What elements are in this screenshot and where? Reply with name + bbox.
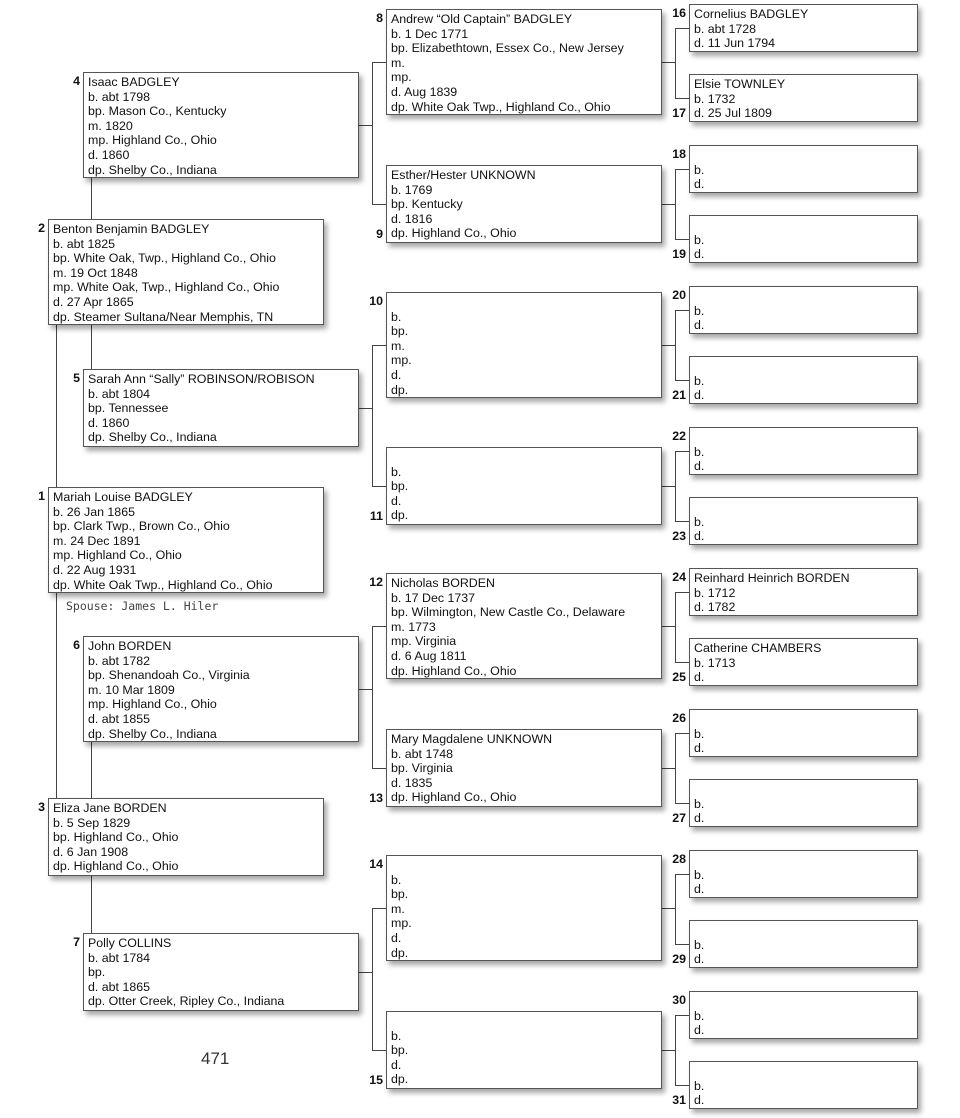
ahnentafel-number: 1 [38, 489, 45, 503]
connector-line [372, 345, 386, 346]
connector-line [372, 62, 373, 204]
person-detail: m. [391, 55, 405, 70]
person-detail: b. [694, 162, 705, 177]
person-name: Benton Benjamin BADGLEY [53, 222, 210, 236]
person-detail: dp. White Oak Twp., Highland Co., Ohio [391, 99, 611, 114]
person-detail: b. 5 Sep 1829 [53, 815, 131, 830]
person-detail: bp. Mason Co., Kentucky [88, 104, 227, 119]
person-box[interactable] [689, 850, 918, 898]
person-box[interactable] [48, 798, 324, 876]
person-detail: d. [694, 952, 705, 967]
person-detail: b. [694, 796, 705, 811]
person-detail: b. [694, 232, 705, 247]
person-detail: d. 6 Jan 1908 [53, 844, 129, 859]
person-name [694, 712, 917, 727]
connector-line [675, 169, 676, 239]
person-box[interactable] [386, 855, 662, 961]
connector-line [662, 908, 675, 909]
person-detail: dp. [391, 945, 409, 960]
person-detail: b. [694, 937, 705, 952]
person-box[interactable] [48, 219, 324, 325]
person-box[interactable] [689, 286, 918, 334]
ahnentafel-number: 7 [73, 935, 80, 949]
person-detail: bp. Kentucky [391, 197, 463, 212]
person-detail: d. [694, 247, 705, 262]
person-detail: dp. Highland Co., Ohio [391, 663, 517, 678]
connector-line [662, 626, 675, 627]
person-box[interactable] [83, 933, 359, 1011]
connector-line [91, 178, 92, 219]
ahnentafel-number: 31 [672, 1093, 686, 1107]
connector-line [675, 169, 689, 170]
person-detail: d. [694, 882, 705, 897]
person-detail: b. 17 Dec 1737 [391, 590, 476, 605]
ahnentafel-number: 28 [672, 852, 686, 866]
person-detail: dp. Steamer Sultana/Near Memphis, TN [53, 309, 274, 324]
person-detail: d. Aug 1839 [391, 84, 458, 99]
person-detail: d. [694, 1093, 705, 1108]
person-name: Eliza Jane BORDEN [53, 801, 167, 815]
person-name [694, 218, 917, 233]
person-detail: dp. Shelby Co., Indiana [88, 430, 217, 445]
connector-line [675, 733, 689, 734]
person-name: Cornelius BADGLEY [694, 7, 809, 21]
person-detail: b. [391, 872, 402, 887]
connector-line [675, 1085, 689, 1086]
connector-line [675, 592, 689, 593]
person-name [694, 359, 917, 374]
person-detail: d. abt 1865 [88, 979, 151, 994]
person-detail: mp. [391, 353, 412, 368]
connector-line [675, 662, 689, 663]
ahnentafel-number: 4 [73, 74, 80, 88]
person-name: Nicholas BORDEN [391, 576, 495, 590]
ahnentafel-number: 6 [73, 638, 80, 652]
connector-line [675, 451, 676, 521]
person-detail: bp. White Oak, Twp., Highland Co., Ohio [53, 251, 276, 266]
connector-line [675, 733, 676, 803]
person-box[interactable] [689, 4, 918, 52]
connector-line [359, 125, 372, 126]
person-detail: b. 1713 [694, 655, 736, 670]
connector-line [372, 908, 386, 909]
person-box[interactable] [386, 573, 662, 679]
person-box[interactable] [689, 779, 918, 827]
person-box[interactable] [48, 487, 324, 593]
person-detail: b. [694, 444, 705, 459]
ahnentafel-number: 24 [672, 570, 686, 584]
person-detail: bp. [88, 965, 106, 980]
connector-line [91, 742, 92, 798]
person-detail: bp. [391, 887, 409, 902]
person-box[interactable] [83, 636, 359, 742]
person-detail: bp. Wilmington, New Castle Co., Delaware [391, 605, 626, 620]
connector-line [372, 908, 373, 1050]
person-detail: bp. Clark Twp., Brown Co., Ohio [53, 519, 230, 534]
person-detail: bp. Elizabethtown, Essex Co., New Jersey [391, 41, 624, 56]
person-name: Sarah Ann “Sally” ROBINSON/ROBISON [88, 372, 315, 386]
person-detail: d. 27 Apr 1865 [53, 294, 134, 309]
person-box[interactable] [386, 729, 662, 807]
person-box[interactable] [689, 215, 918, 263]
person-detail: b. [694, 514, 705, 529]
person-detail: b. 1732 [694, 91, 736, 106]
ahnentafel-number: 22 [672, 429, 686, 443]
person-detail: m. 10 Mar 1809 [88, 682, 175, 697]
connector-line [372, 768, 386, 769]
connector-line [675, 451, 689, 452]
connector-line [91, 325, 92, 369]
person-detail: mp. White Oak, Twp., Highland Co., Ohio [53, 280, 280, 295]
person-box[interactable] [386, 9, 662, 115]
person-box[interactable] [689, 427, 918, 475]
ahnentafel-number: 23 [672, 529, 686, 543]
connector-line [359, 972, 372, 973]
person-detail: d. 1860 [88, 415, 130, 430]
connector-line [675, 380, 689, 381]
person-detail: b. 26 Jan 1865 [53, 504, 135, 519]
person-name: Mary Magdalene UNKNOWN [391, 732, 553, 746]
person-detail: b. abt 1798 [88, 89, 151, 104]
person-box[interactable] [689, 356, 918, 404]
person-name [694, 500, 917, 515]
person-detail: d. [694, 177, 705, 192]
person-box[interactable] [689, 709, 918, 757]
person-detail: d. [694, 741, 705, 756]
person-detail: dp. Highland Co., Ohio [391, 226, 517, 241]
ahnentafel-number: 21 [672, 388, 686, 402]
person-detail: d. 25 Jul 1809 [694, 106, 772, 121]
person-detail: mp. Highland Co., Ohio [88, 697, 217, 712]
person-name [694, 430, 917, 445]
connector-line [359, 689, 372, 690]
connector-line [372, 204, 386, 205]
ahnentafel-number: 26 [672, 711, 686, 725]
person-name [694, 1064, 917, 1079]
ahnentafel-number: 19 [672, 247, 686, 261]
person-detail: bp. Highland Co., Ohio [53, 830, 179, 845]
person-detail: d. [694, 459, 705, 474]
person-name [391, 450, 661, 465]
person-box[interactable] [689, 920, 918, 968]
ahnentafel-number: 30 [672, 993, 686, 1007]
person-box[interactable] [689, 568, 918, 616]
person-box[interactable] [83, 369, 359, 447]
person-name: Andrew “Old Captain” BADGLEY [391, 12, 573, 26]
person-detail: b. [694, 1078, 705, 1093]
person-detail: mp. Highland Co., Ohio [53, 548, 182, 563]
person-detail: dp. Otter Creek, Ripley Co., Indiana [88, 994, 285, 1009]
person-detail: m. 1773 [391, 619, 436, 634]
ahnentafel-number: 29 [672, 952, 686, 966]
person-detail: b. [391, 464, 402, 479]
person-name: Reinhard Heinrich BORDEN [694, 571, 850, 585]
person-detail: d. [694, 318, 705, 333]
person-detail: d. [694, 529, 705, 544]
person-detail: m. 24 Dec 1891 [53, 533, 141, 548]
person-detail: m. 1820 [88, 118, 133, 133]
connector-line [372, 486, 386, 487]
connector-line [372, 626, 386, 627]
connector-line [675, 1015, 689, 1016]
person-detail: mp. Highland Co., Ohio [88, 133, 217, 148]
person-detail: dp. [391, 382, 409, 397]
person-detail: dp. Highland Co., Ohio [391, 790, 517, 805]
person-detail: d. abt 1855 [88, 711, 151, 726]
connector-line [675, 521, 689, 522]
connector-line [675, 98, 689, 99]
connector-line [56, 593, 57, 798]
connector-line [675, 28, 676, 98]
person-box[interactable] [83, 72, 359, 178]
connector-line [675, 803, 689, 804]
person-name [694, 782, 917, 797]
connector-line [675, 874, 676, 944]
connector-line [662, 204, 675, 205]
person-detail: m. [391, 338, 405, 353]
person-detail: d. [694, 670, 705, 685]
person-detail: m. 19 Oct 1848 [53, 265, 138, 280]
person-detail: b. abt 1784 [88, 950, 151, 965]
connector-line [675, 239, 689, 240]
person-detail: d. 6 Aug 1811 [391, 648, 467, 663]
person-box[interactable] [386, 165, 662, 243]
person-detail: b. [694, 303, 705, 318]
person-detail: d. 1816 [391, 211, 433, 226]
ahnentafel-number: 11 [369, 509, 383, 523]
person-detail: bp. [391, 1043, 409, 1058]
connector-line [675, 310, 689, 311]
person-detail: bp. Virginia [391, 761, 453, 776]
person-detail: dp. Highland Co., Ohio [53, 859, 179, 874]
person-name: Mariah Louise BADGLEY [53, 490, 193, 504]
person-name: Catherine CHAMBERS [694, 641, 822, 655]
connector-line [372, 626, 373, 768]
person-box[interactable] [689, 74, 918, 122]
connector-line [675, 944, 689, 945]
connector-line [662, 486, 675, 487]
person-detail: mp. [391, 70, 412, 85]
connector-line [91, 876, 92, 933]
person-detail: d. [391, 1057, 402, 1072]
person-detail: b. [694, 726, 705, 741]
connector-line [675, 874, 689, 875]
spouse-label: Spouse: James L. Hiler [66, 599, 219, 613]
person-detail: d. 1782 [694, 600, 736, 615]
connector-line [56, 325, 57, 487]
person-box[interactable] [689, 638, 918, 686]
person-detail: mp. Virginia [391, 634, 457, 649]
person-detail: b. abt 1728 [694, 21, 757, 36]
ahnentafel-number: 27 [672, 811, 686, 825]
connector-line [675, 28, 689, 29]
person-detail: d. [391, 930, 402, 945]
person-detail: d. [391, 493, 402, 508]
ahnentafel-number: 8 [376, 11, 383, 25]
person-detail: d. 1860 [88, 147, 130, 162]
person-detail: b. [391, 1028, 402, 1043]
person-name [391, 295, 661, 310]
person-detail: b. 1769 [391, 182, 433, 197]
person-detail: b. 1 Dec 1771 [391, 26, 469, 41]
connector-line [372, 345, 373, 486]
person-name [694, 923, 917, 938]
person-box[interactable] [386, 292, 662, 398]
person-detail: bp. Shenandoah Co., Virginia [88, 668, 250, 683]
person-detail: d. [694, 811, 705, 826]
ahnentafel-number: 17 [672, 106, 686, 120]
person-detail: d. 22 Aug 1931 [53, 562, 137, 577]
person-detail: d. [694, 388, 705, 403]
ahnentafel-number: 13 [369, 791, 383, 805]
person-detail: dp. Shelby Co., Indiana [88, 726, 217, 741]
connector-line [675, 310, 676, 380]
person-name: Polly COLLINS [88, 936, 172, 950]
person-name: Elsie TOWNLEY [694, 77, 786, 91]
person-box[interactable] [386, 1011, 662, 1089]
person-detail: d. 1835 [391, 775, 433, 790]
person-detail: dp. [391, 1072, 409, 1087]
person-detail: b. [694, 867, 705, 882]
connector-line [662, 1050, 675, 1051]
ahnentafel-number: 10 [369, 294, 383, 308]
person-detail: b. [694, 373, 705, 388]
ahnentafel-number: 2 [38, 221, 45, 235]
person-detail: b. [694, 1008, 705, 1023]
person-name [391, 858, 661, 873]
connector-line [372, 62, 386, 63]
connector-line [359, 408, 372, 409]
person-detail: bp. [391, 324, 409, 339]
person-detail: mp. [391, 916, 412, 931]
connector-line [675, 1015, 676, 1085]
person-name [694, 148, 917, 163]
person-detail: bp. Tennessee [88, 401, 169, 416]
person-name: Isaac BADGLEY [88, 75, 180, 89]
person-detail: b. [391, 309, 402, 324]
connector-line [662, 62, 675, 63]
person-detail: dp. [391, 508, 409, 523]
connector-line [662, 345, 675, 346]
person-detail: b. 1712 [694, 585, 736, 600]
person-name: John BORDEN [88, 639, 172, 653]
ahnentafel-number: 25 [672, 670, 686, 684]
ahnentafel-number: 14 [369, 857, 383, 871]
connector-line [675, 592, 676, 662]
person-detail: bp. [391, 479, 409, 494]
person-box[interactable] [386, 447, 662, 525]
ahnentafel-number: 18 [672, 147, 686, 161]
person-box[interactable] [689, 1061, 918, 1109]
person-detail: b. abt 1825 [53, 236, 116, 251]
person-box[interactable] [689, 991, 918, 1039]
ahnentafel-number: 15 [369, 1073, 383, 1087]
ahnentafel-number: 5 [73, 371, 80, 385]
ahnentafel-number: 9 [376, 227, 383, 241]
person-box[interactable] [689, 145, 918, 193]
person-name [694, 853, 917, 868]
ahnentafel-number: 3 [38, 800, 45, 814]
person-name [694, 994, 917, 1009]
person-box[interactable] [689, 497, 918, 545]
person-detail: d. [391, 367, 402, 382]
person-detail: dp. Shelby Co., Indiana [88, 162, 217, 177]
person-detail: dp. White Oak Twp., Highland Co., Ohio [53, 577, 273, 592]
ahnentafel-number: 20 [672, 288, 686, 302]
person-detail: m. [391, 901, 405, 916]
person-detail: b. abt 1748 [391, 746, 454, 761]
person-detail: b. abt 1782 [88, 653, 151, 668]
ahnentafel-number: 12 [369, 575, 383, 589]
person-name: Esther/Hester UNKNOWN [391, 168, 536, 182]
person-detail: d. 11 Jun 1794 [694, 36, 776, 51]
person-name [694, 289, 917, 304]
connector-line [662, 768, 675, 769]
person-name [391, 1014, 661, 1029]
connector-line [372, 1050, 386, 1051]
person-detail: d. [694, 1023, 705, 1038]
ahnentafel-number: 16 [672, 6, 686, 20]
person-detail: b. abt 1804 [88, 386, 151, 401]
page-number: 471 [201, 1049, 230, 1068]
